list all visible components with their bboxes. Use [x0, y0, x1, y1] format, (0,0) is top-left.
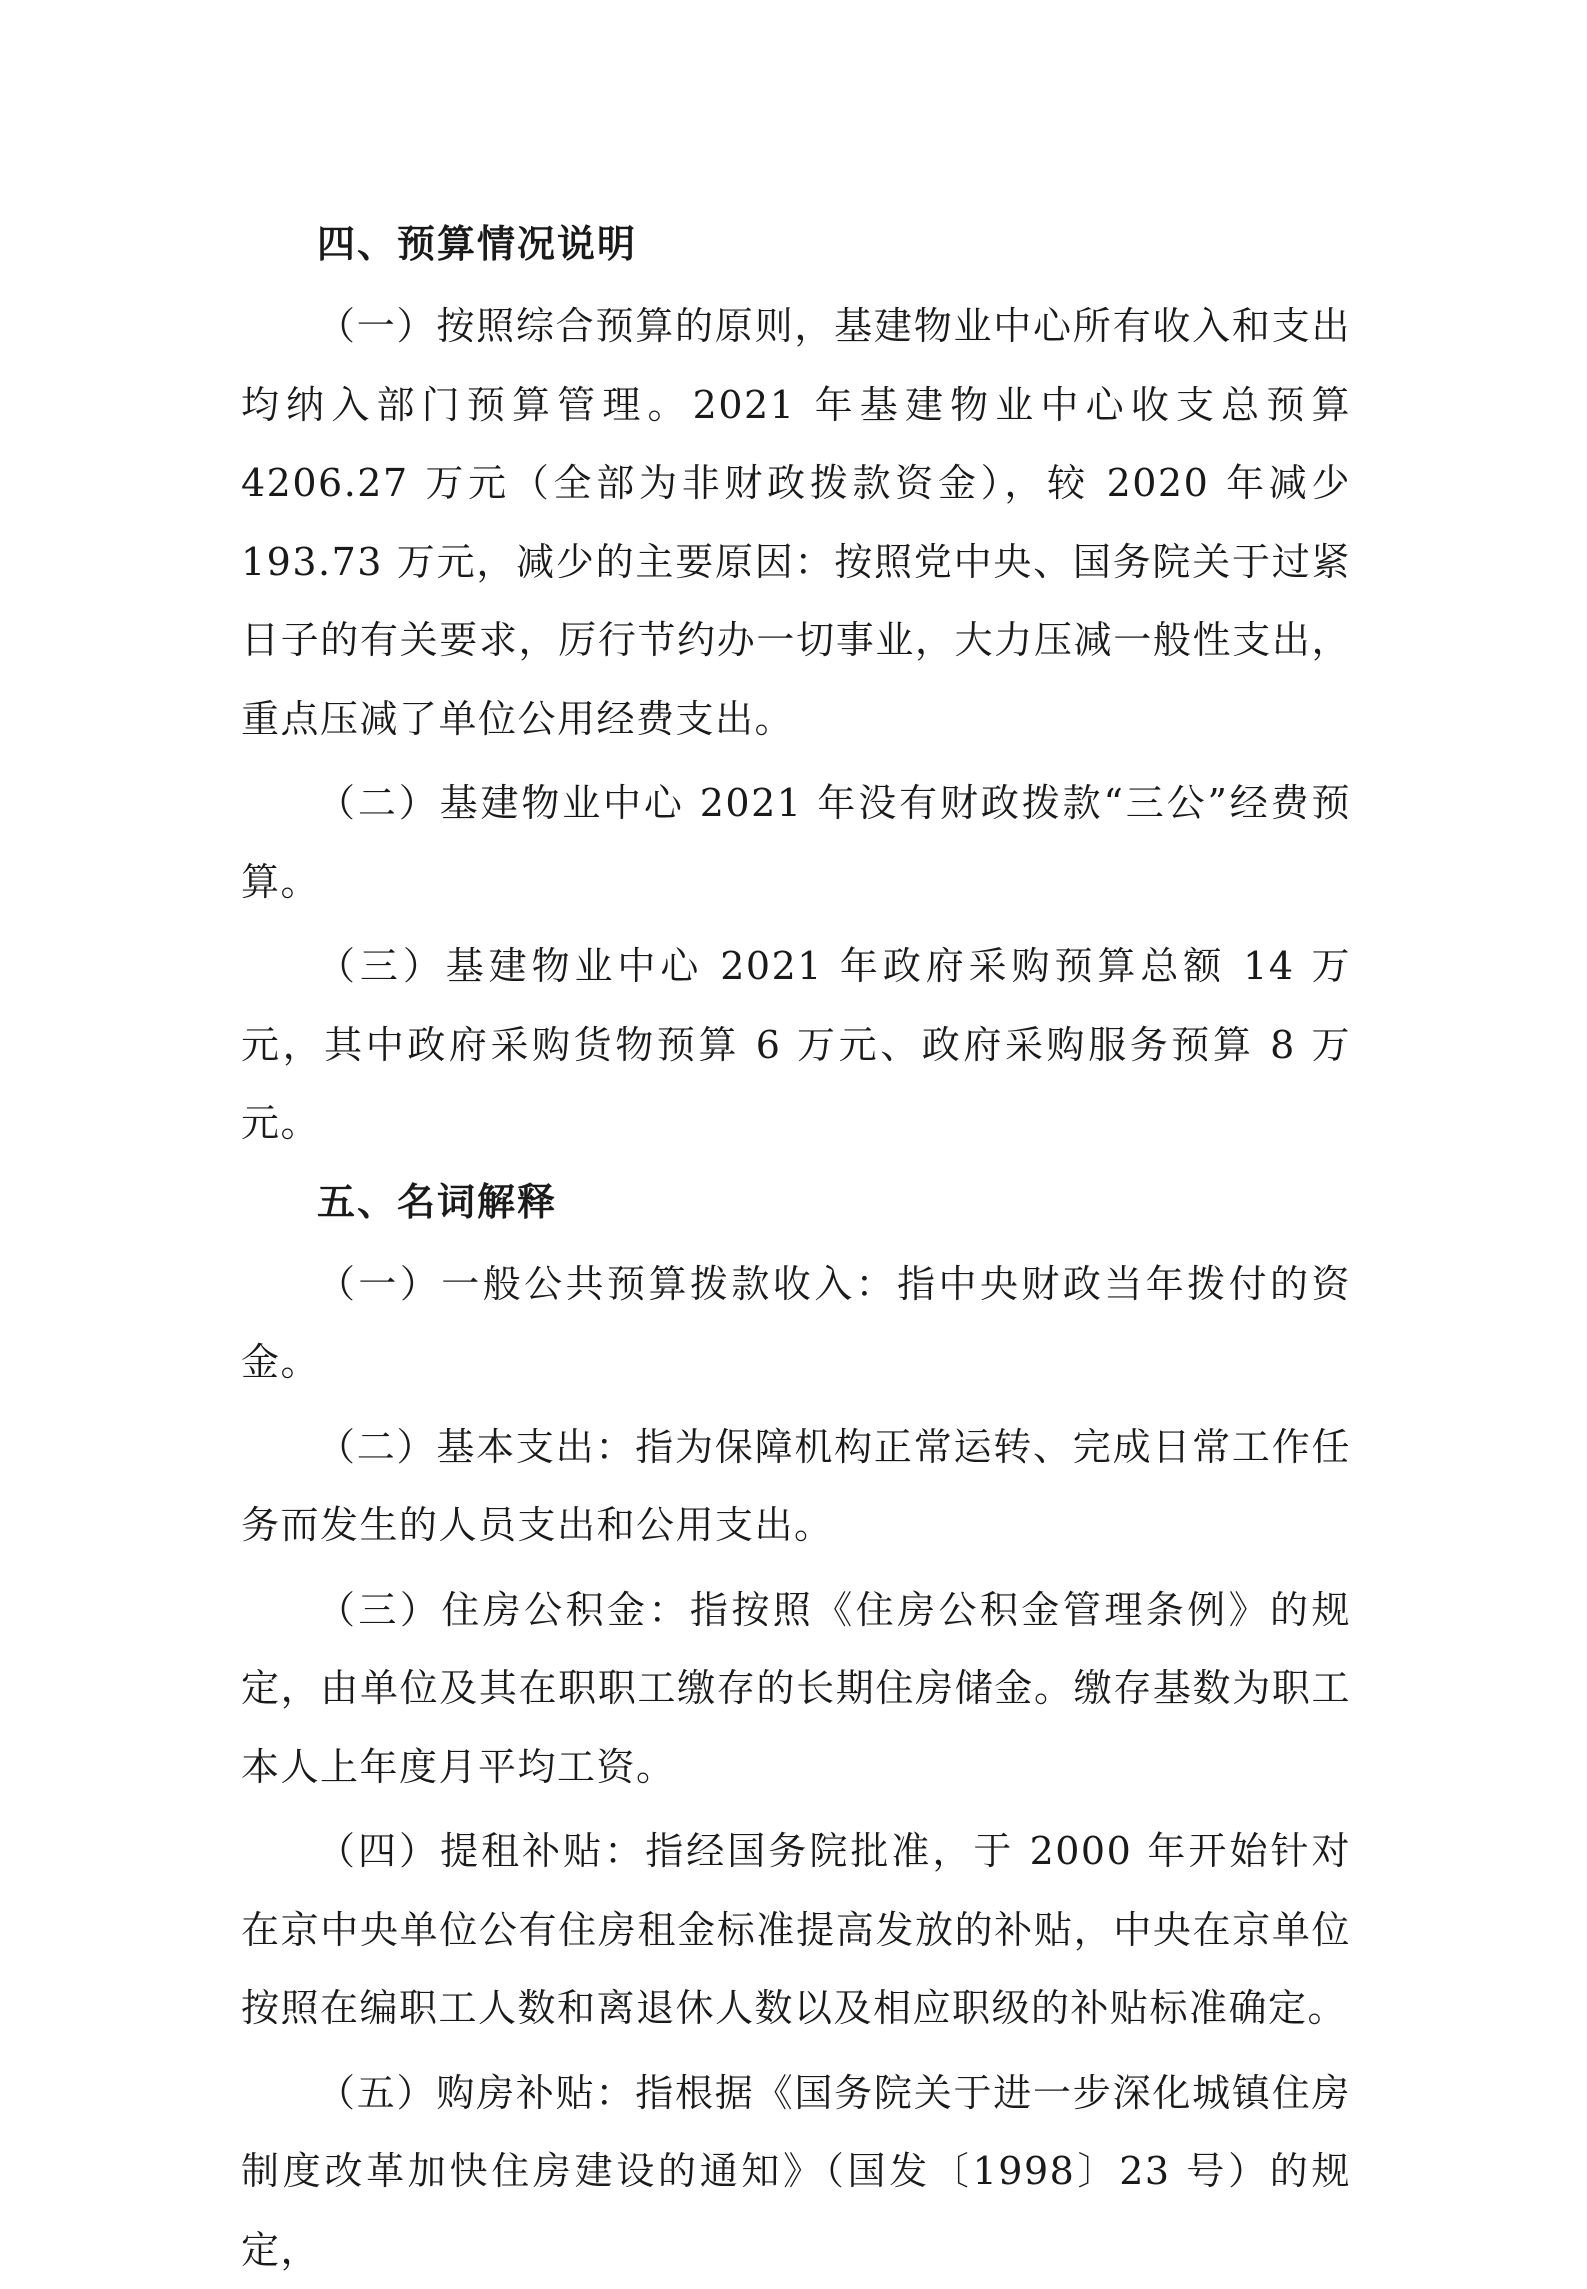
paragraph-budget-overview: （一）按照综合预算的原则，基建物业中心所有收入和支出均纳入部门预算管理。2021 年基建物业中心收支总预算 4206.27 万元（全部为非财政拨款资金），较 2020 年减少 193.73 万元，减少的主要原因：按照党中央、国务院关于过紧日子的有关要求，厉行节约办一切事业，大力压减一般性支出，重点压减了单位公用经费支出。: [241, 287, 1351, 758]
paragraph-housing-fund: （三）住房公积金：指按照《住房公积金管理条例》的规定，由单位及其在职职工缴存的长期住房储金。缴存基数为职工本人上年度月平均工资。: [241, 1571, 1351, 1807]
paragraph-rent-subsidy: （四）提租补贴：指经国务院批准，于 2000 年开始针对在京中央单位公有住房租金标准提高发放的补贴，中央在京单位按照在编职工人数和离退休人数以及相应职级的补贴标准确定。: [241, 1812, 1351, 2048]
paragraph-government-procurement: （三）基建物业中心 2021 年政府采购预算总额 14 万元，其中政府采购货物预算 6 万元、政府采购服务预算 8 万元。: [241, 927, 1351, 1163]
paragraph-basic-expenditure: （二）基本支出：指为保障机构正常运转、完成日常工作任务而发生的人员支出和公用支出。: [241, 1408, 1351, 1565]
paragraph-general-budget-revenue: （一）一般公共预算拨款收入：指中央财政当年拨付的资金。: [241, 1245, 1351, 1402]
document-page: [241, 205, 1351, 2289]
section-heading-glossary: 五、名词解释: [241, 1163, 1351, 1241]
paragraph-housing-purchase-subsidy: （五）购房补贴：指根据《国务院关于进一步深化城镇住房制度改革加快住房建设的通知》（国发〔1998〕23 号）的规定，: [241, 2054, 1351, 2289]
section-heading-budget: 四、预算情况说明: [241, 205, 1351, 283]
paragraph-three-public-expenses: （二）基建物业中心 2021 年没有财政拨款“三公”经费预算。: [241, 764, 1351, 921]
